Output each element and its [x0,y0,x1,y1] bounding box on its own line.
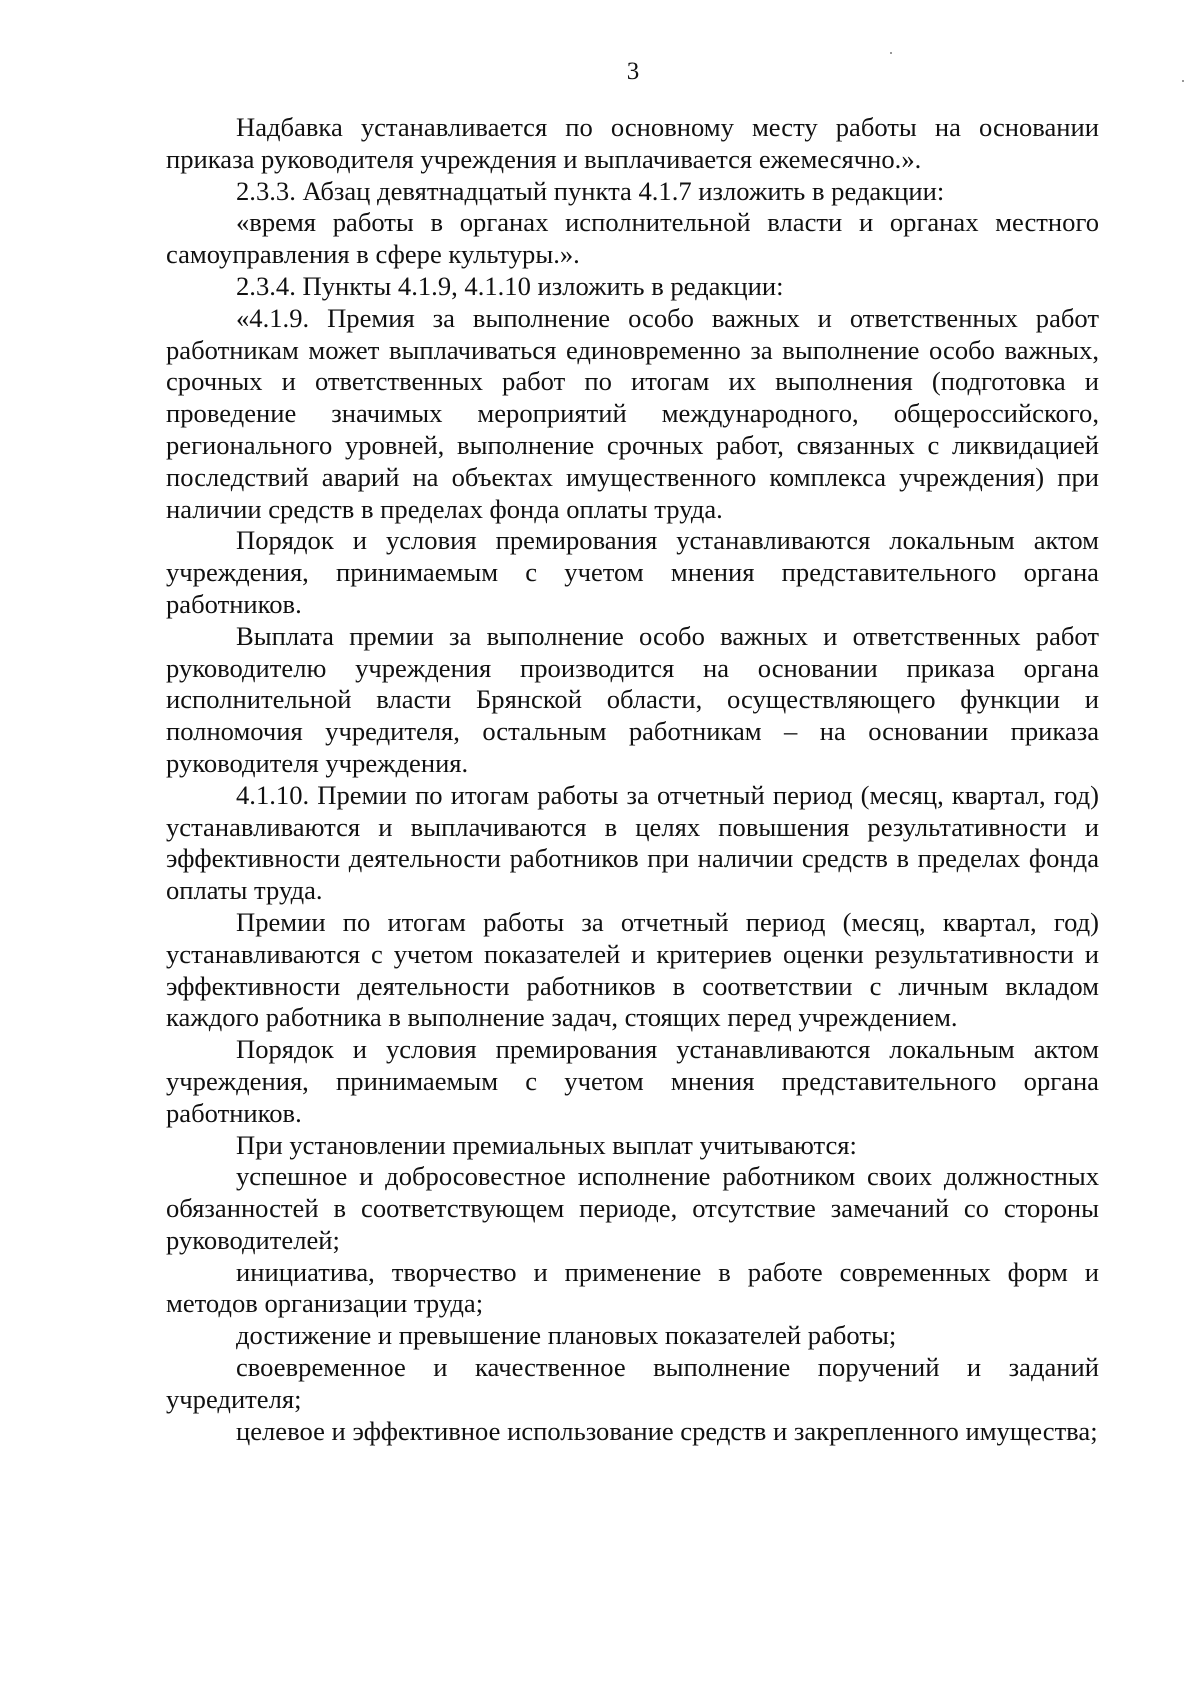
paragraph-premium-criteria: Премии по итогам работы за отчетный период (месяц, квартал, год) устанавливаются с учетом показателей и критериев оценки результативности и эффективности деятельности работников в соответствии с личным вкладом каждого работника в выполнение задач, стоящих перед учреждением. [166,906,1099,1033]
list-item-duties: успешное и добросовестное исполнение работником своих должностных обязанностей в соответствующем периоде, отсутствие замечаний со стороны руководителей; [166,1161,1099,1255]
paragraph-bonus-basis: Надбавка устанавливается по основному месту работы на основании приказа руководителя учреждения и выплачивается ежемесячно.». [166,112,1099,174]
paragraph-premium-factors-intro: При установлении премиальных выплат учитываются: [236,1129,857,1160]
list-item-initiative: инициатива, творчество и применение в работе современных форм и методов организации труда; [166,1256,1099,1319]
list-item-targets: достижение и превышение плановых показателей работы; [236,1320,897,1351]
scan-speck [1182,80,1184,82]
paragraph-item-4-1-10: 4.1.10. Премии по итогам работы за отчетный период (месяц, квартал, год) устанавливаются и выплачиваются в целях повышения результативности и эффективности деятельности работников при наличии средств в пределах фонда оплаты труда. [166,779,1099,906]
scan-speck [890,52,892,54]
list-item-funds-usage: целевое и эффективное использование средств и закрепленного имущества; [236,1415,1098,1446]
paragraph-premium-order-2: Порядок и условия премирования устанавливаются локальным актом учреждения, принимаемым с учетом мнения представительного органа работников. [166,1034,1099,1128]
paragraph-premium-order: Порядок и условия премирования устанавливаются локальным актом учреждения, принимаемым с учетом мнения представительного органа работников. [166,525,1099,619]
document-body [166,112,1099,1447]
paragraph-premium-payment: Выплата премии за выполнение особо важных и ответственных работ руководителю учреждения производится на основании приказа органа исполнительной власти Брянской области, осуществляющего функции и полномочия учредителя, остальным работникам – на основании приказа руководителя учреждения. [166,620,1099,778]
page-number: 3 [626,58,640,85]
paragraph-work-time-quote: «время работы в органах исполнительной власти и органах местного самоуправления в сфере культуры.». [166,207,1099,270]
paragraph-item-2-3-3: 2.3.3. Абзац девятнадцатый пункта 4.1.7 изложить в редакции: [236,175,945,206]
list-item-assignments: своевременное и качественное выполнение поручений и заданий учредителя; [166,1352,1099,1414]
paragraph-item-2-3-4: 2.3.4. Пункты 4.1.9, 4.1.10 изложить в редакции: [236,270,784,301]
paragraph-item-4-1-9: «4.1.9. Премия за выполнение особо важных и ответственных работ работникам может выплачиваться единовременно за выполнение особо важных, срочных и ответственных работ по итогам их выполнения (подготовка и проведение значимых мероприятий международного, общероссийского, регионального уровней, выполнение срочных работ, связанных с ликвидацией последствий аварий на объектах имущественного комплекса учреждения) при наличии средств в пределах фонда оплаты труда. [166,302,1099,524]
